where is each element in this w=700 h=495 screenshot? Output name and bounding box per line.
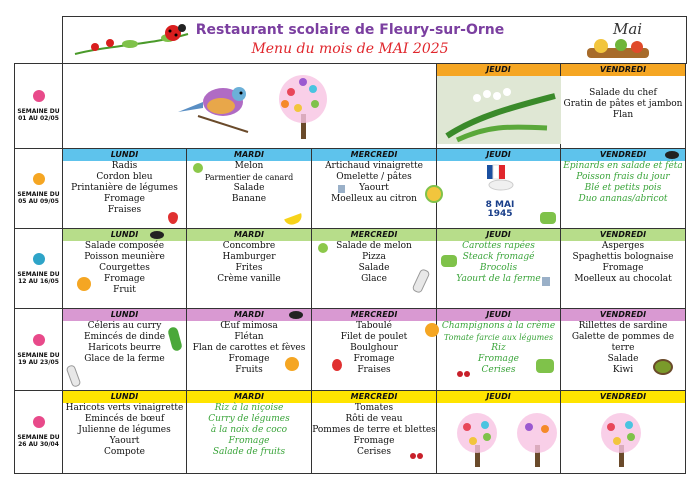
menu-item: Haricots beurre [88, 343, 161, 353]
menu-item: Fruits [235, 365, 263, 375]
day-header-vendredi: VENDREDI [561, 229, 685, 241]
dove-flag-icon [477, 163, 521, 199]
flower-icon [33, 90, 45, 102]
menu-item: Fromage [353, 436, 395, 446]
menu-item: Moelleux au chocolat [574, 274, 672, 284]
menu-item: Cerises [357, 447, 391, 457]
menu-item: Duo ananas/abricot [578, 194, 668, 204]
week2-mercredi-menu [312, 161, 436, 205]
menu-item: Fraises [107, 205, 142, 215]
menu-item: Emincés de dinde [83, 332, 166, 342]
menu-item: Galette de pommes de terre [571, 332, 675, 353]
menu-item: Glace [361, 274, 387, 284]
day-header-jeudi: JEUDI [437, 149, 560, 161]
week3-mercredi-cell [312, 229, 437, 309]
menu-item: Salade du chef [589, 88, 657, 98]
day-header-vendredi: VENDREDI [561, 391, 685, 403]
menu-item: Salade [358, 263, 390, 273]
menu-item: Taboulé [356, 321, 392, 331]
menu-item: Julienne de légumes [78, 425, 171, 435]
menu-item: Artichaud vinaigrette [325, 161, 423, 171]
menu-item: Brocolis [479, 263, 518, 273]
menu-item: Courgettes [99, 263, 150, 273]
ice-cream-icon [66, 364, 82, 388]
week3-mardi-menu [187, 241, 311, 285]
day-header-jeudi: JEUDI [437, 229, 560, 241]
menu-item: Salade [607, 354, 639, 364]
fish-icon [289, 311, 303, 319]
menu-item: Fraises [357, 365, 391, 375]
menu-item: Kiwi [612, 365, 634, 375]
week5-jeudi-cell [437, 391, 561, 474]
menu-item: Yaourt de la ferme [456, 274, 541, 284]
menu-item: Champignons à la crème [441, 321, 556, 331]
menu-item: Rôti de veau [345, 414, 403, 424]
menu-item: Salade de fruits [212, 447, 286, 457]
menu-item: Fromage [104, 274, 145, 284]
menu-item: Fromage [104, 194, 145, 204]
day-header-lundi: LUNDI [63, 229, 186, 241]
menu-item: Salade composée [84, 241, 165, 251]
yogurt-icon [542, 277, 550, 286]
menu-item: Banane [231, 194, 267, 204]
menu-item: Poisson meunière [84, 252, 165, 262]
menu-item: Riz [491, 343, 506, 353]
menu-item: Yaourt [109, 436, 140, 446]
week-row-5 [15, 391, 686, 474]
week4-mercredi-cell [312, 309, 437, 391]
menu-item: Concombre [222, 241, 276, 251]
menu-item: Yaourt [359, 183, 389, 193]
menu-item: Crème vanille [217, 274, 281, 284]
day-header-lundi: LUNDI [63, 149, 186, 161]
day-header-vendredi: VENDREDI [561, 149, 685, 161]
flower-icon [425, 185, 443, 203]
week1-vendredi-menu [561, 76, 685, 121]
menu-item: Flétan [234, 332, 264, 342]
week2-mercredi-cell [312, 149, 437, 229]
flower-icon [33, 173, 45, 185]
menu-item: Parmentier de canard [204, 173, 294, 182]
lily-of-the-valley-icon [437, 76, 561, 144]
bio-label-icon [441, 255, 457, 267]
menu-item: Spaghettis bolognaise [572, 252, 674, 262]
cherries-icon [410, 449, 424, 459]
menu-item: Fromage [228, 354, 270, 364]
menu-item: Radis [111, 161, 138, 171]
week3-vendredi-menu [561, 241, 685, 285]
melon-icon [318, 243, 328, 253]
day-header-mercredi: MERCREDI [312, 309, 436, 321]
menu-item: Tomate farcie aux légumes [443, 333, 554, 342]
menu-item: Glace de la ferme [84, 354, 165, 364]
bio-label-icon [540, 212, 556, 224]
week-label-3: SEMAINE DU 12 AU 16/05 [15, 229, 63, 309]
day-header-mercredi: MERCREDI [312, 229, 436, 241]
tree-icon [279, 75, 327, 139]
menu-item: Epinards en salade et féta [563, 161, 683, 171]
day-header-lundi: LUNDI [63, 391, 186, 403]
menu-item: Haricots verts vinaigrette [65, 403, 184, 413]
day-header-mercredi: MERCREDI [312, 391, 436, 403]
fruit-icon [77, 277, 91, 291]
cherries-icon [457, 367, 471, 377]
yogurt-icon [338, 185, 345, 193]
menu-item: Salade [233, 183, 265, 193]
menu-item: Cordon bleu [96, 172, 153, 182]
day-header-vendredi: VENDREDI [561, 64, 685, 76]
restaurant-title: Restaurant scolaire de Fleury-sur-Orne [195, 22, 505, 38]
menu-item: Fromage [353, 354, 395, 364]
day-header-vendredi: VENDREDI [561, 309, 685, 321]
day-header-mardi: MARDI [187, 391, 311, 403]
menu-item: Fruit [113, 285, 136, 295]
flower-icon [33, 416, 45, 428]
ladybug-branch-icon [70, 20, 190, 60]
menu-item: à la noix de coco [210, 425, 288, 435]
week4-lundi-menu [63, 321, 186, 365]
day-header-mercredi: MERCREDI [312, 149, 436, 161]
week-row-2 [15, 149, 686, 229]
fish-icon [150, 231, 164, 239]
menu-item: Gratin de pâtes et jambon [563, 99, 683, 109]
week4-mercredi-menu [312, 321, 436, 376]
bio-label-icon [536, 359, 554, 373]
flower-icon [33, 334, 45, 346]
week-row-1 [15, 64, 686, 149]
fish-icon [665, 151, 679, 159]
day-header-jeudi: JEUDI [437, 309, 560, 321]
menu-item: Pizza [362, 252, 386, 262]
flower-icon [425, 323, 439, 337]
day-header-lundi: LUNDI [63, 309, 186, 321]
menu-item: Salade de melon [336, 241, 412, 251]
menu-item: Flan de carottes et fèves [192, 343, 306, 353]
menu-item: Carottes rapées [462, 241, 535, 251]
week1-jeudi-cell [437, 64, 561, 149]
strawberry-icon [332, 359, 342, 371]
menu-month-title: Menu du mois de MAI 2025 [251, 41, 449, 57]
week4-mardi-cell [187, 309, 312, 391]
week-label-1: SEMAINE DU 01 AU 02/05 [15, 64, 63, 149]
week3-lundi-cell [63, 229, 187, 309]
menu-item: Filet de poulet [340, 332, 408, 342]
menu-item: Hamburger [222, 252, 276, 262]
week-row-4 [15, 309, 686, 391]
week5-mercredi-cell [312, 391, 437, 474]
day-header-jeudi: JEUDI [437, 64, 560, 76]
week2-lundi-cell [63, 149, 187, 229]
menu-table [14, 63, 686, 474]
day-header-mardi: MARDI [187, 309, 311, 321]
menu-item: Melon [234, 161, 264, 171]
week-row-3 [15, 229, 686, 309]
week2-mardi-cell [187, 149, 312, 229]
menu-item: Œuf mimosa [220, 321, 278, 331]
banana-icon [284, 213, 304, 227]
week1-illustration [63, 64, 437, 149]
week2-vendredi-menu [561, 161, 685, 205]
svg-text:Mai: Mai [613, 20, 643, 38]
menu-item: Compote [104, 447, 145, 457]
week5-vendredi-cell [561, 391, 686, 474]
menu-item: Curry de légumes [208, 414, 290, 424]
day-header-mardi: MARDI [187, 149, 311, 161]
kiwi-icon [653, 359, 673, 375]
menu-item: Tomates [354, 403, 394, 413]
menu-item: Fromage [602, 263, 644, 273]
week4-jeudi-cell [437, 309, 561, 391]
menu-item: Asperges [601, 241, 645, 251]
menu-item: Steack fromagé [462, 252, 535, 262]
week1-vendredi-cell [561, 64, 686, 149]
menu-item: Poisson frais du jour [576, 172, 670, 182]
menu-item: Printanière de légumes [71, 183, 178, 193]
week2-jeudi-cell [437, 149, 561, 229]
day-header-jeudi: JEUDI [437, 391, 560, 403]
week5-mardi-menu [187, 403, 311, 458]
menu-item: Céleris au curry [87, 321, 162, 331]
week-label-4: SEMAINE DU 19 AU 23/05 [15, 309, 63, 391]
menu-item: Omelette / pâtes [336, 172, 412, 182]
week2-lundi-menu [63, 161, 186, 216]
menu-item: Rillettes de sardine [578, 321, 668, 331]
tree-icon [561, 403, 685, 469]
bird-tree-illustration [63, 64, 437, 144]
menu-item: Blé et petits pois [584, 183, 662, 193]
victory-day-badge: 8 MAI 1945 [485, 200, 515, 219]
week5-mardi-cell [187, 391, 312, 474]
menu-item: Emincés de bœuf [84, 414, 165, 424]
menu-item: Riz à la niçoise [214, 403, 284, 413]
week-label-2: SEMAINE DU 05 AU 09/05 [15, 149, 63, 229]
week3-vendredi-cell [561, 229, 686, 309]
tree-icon [437, 403, 561, 469]
day-header-mardi: MARDI [187, 229, 311, 241]
week-label-5: SEMAINE DU 26 AU 30/04 [15, 391, 63, 474]
week2-mardi-menu [187, 161, 311, 205]
week5-lundi-menu [63, 403, 186, 458]
week4-vendredi-cell [561, 309, 686, 391]
week3-mardi-cell [187, 229, 312, 309]
week4-lundi-cell [63, 309, 187, 391]
mai-logo-icon [585, 18, 655, 62]
menu-item: Fromage [228, 436, 270, 446]
strawberry-icon [168, 212, 178, 224]
menu-item: Cerises [481, 365, 516, 375]
melon-icon [193, 163, 203, 173]
menu-item: Flan [612, 110, 634, 120]
fruit-icon [285, 357, 299, 371]
menu-item: Fromage [478, 354, 519, 364]
menu-item: Frites [235, 263, 263, 273]
menu-item: Moelleux au citron [331, 194, 417, 204]
menu-item: Pommes de terre et blettes [312, 425, 436, 435]
menu-item: Boulghour [350, 343, 398, 353]
week2-vendredi-cell [561, 149, 686, 229]
week3-jeudi-cell [437, 229, 561, 309]
flower-icon [33, 253, 45, 265]
week5-lundi-cell [63, 391, 187, 474]
